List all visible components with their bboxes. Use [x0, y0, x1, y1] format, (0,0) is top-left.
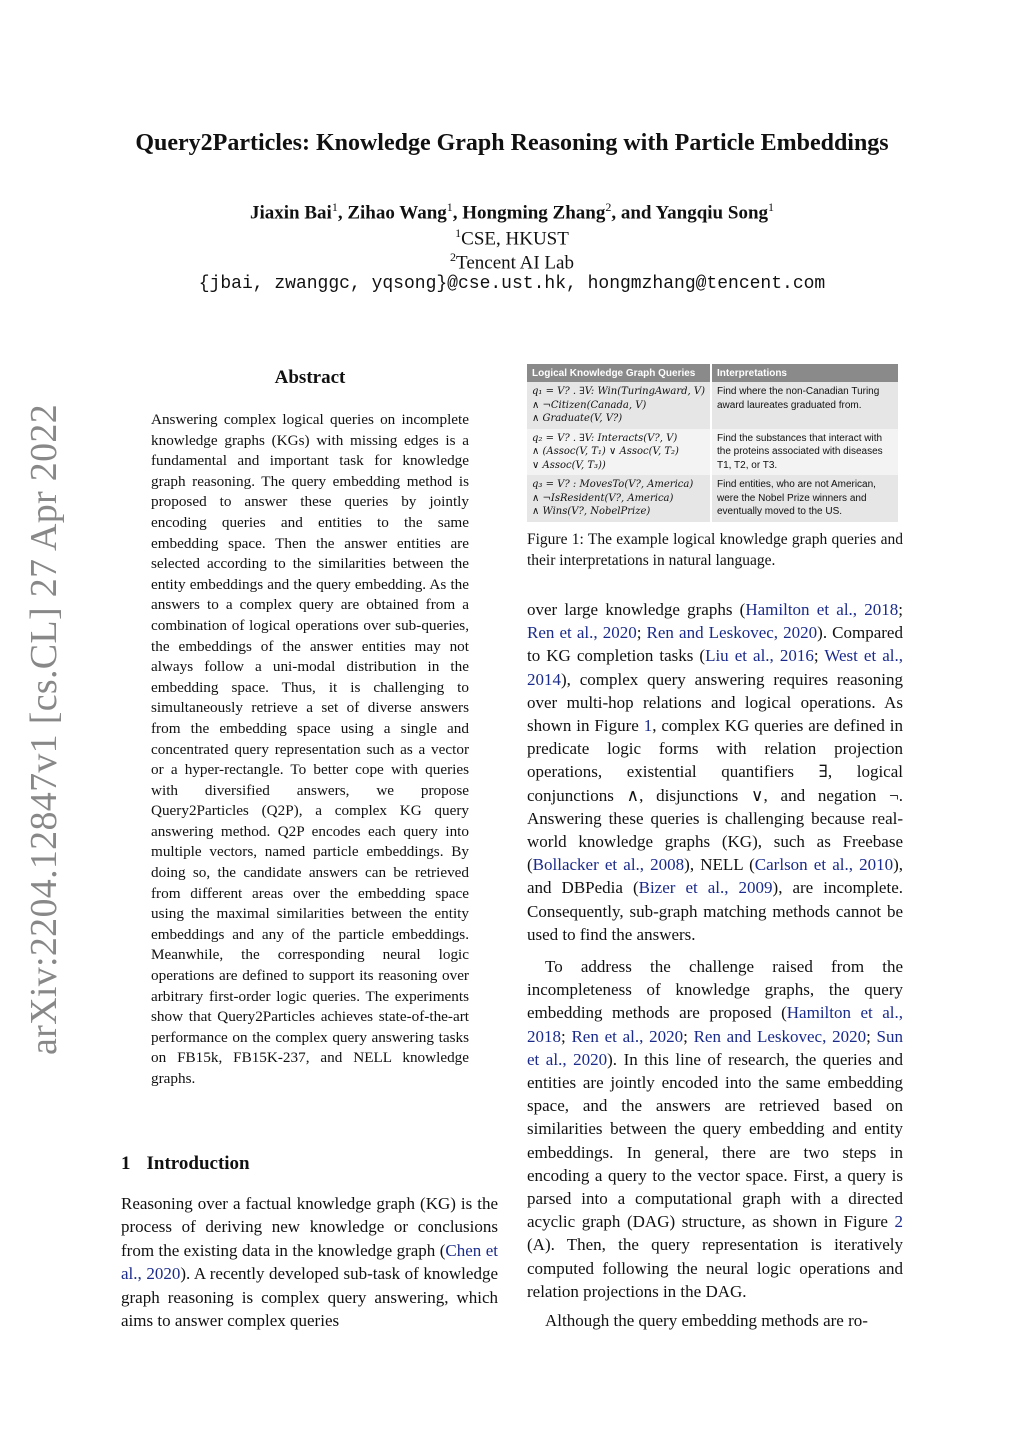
- citation-link[interactable]: 1: [643, 716, 653, 736]
- paragraph-text: ;: [898, 600, 903, 619]
- intro-paragraph: [121, 1192, 498, 1332]
- query-line: q₃ = V? : MovesTo(V?, America): [532, 479, 694, 490]
- query-cell: [527, 475, 711, 522]
- paragraph-text: To address the challenge raised from the incompleteness of knowledge graphs, the query embedding methods are proposed (: [527, 957, 903, 1023]
- table-header-queries: Logical Knowledge Graph Queries: [527, 364, 711, 382]
- table-row: [527, 382, 898, 429]
- paragraph-text: ;: [813, 646, 825, 666]
- author-affiliation-mark: 1: [446, 200, 453, 214]
- affiliation-name: CSE, HKUST: [461, 228, 569, 250]
- author-name: Zihao Wang: [347, 202, 447, 224]
- citation-link[interactable]: Sun et al., 2020: [527, 1026, 904, 1069]
- section-title: Introduction: [146, 1153, 250, 1174]
- abstract-text: Answering complex logical queries on incomplete knowledge graphs (KGs) with missing edges is a fundamental and important task for knowledge graph reasoning. The query embedding method is proposed to answer these queries by jointly encoding queries and entities to the same embedding space. Then the answer entities are selected according to the similarities between the entity embeddings and the query embedding. As the answers to a complex query are obtained from a combination of logical operations over sub-queries, the embeddings of the answer entities may not always follow a uni-modal distribution in the embedding space. Thus, it is challenging to simultaneously retrieve a set of diverse answers from the embedding space using a single and concentrated query representation such as a vector or a hyper-rectangle. To better cope with queries with diversified answers, we propose Query2Particles (Q2P), a complex KG query answering method. Q2P encodes each query into multiple vectors, named particle embeddings. By doing so, the candidate answers can be retrieved from different areas over the embedding space using the maximal similarities between the entity embeddings and any of the particle embeddings. Meanwhile, the corresponding neural logic operations are defined to support its reasoning over arbitrary first-order logic queries. The experiments show that Query2Particles achieves state-of-the-art performance on the complex query answering tasks on FB15k, FB15K-237, and NELL knowledge graphs.: [151, 411, 469, 1087]
- abstract-heading: Abstract: [274, 367, 346, 388]
- citation-link[interactable]: West et al., 2014: [527, 646, 903, 689]
- paragraph-text: ;: [561, 1026, 572, 1046]
- citation-link[interactable]: Bizer et al., 2009: [638, 878, 773, 898]
- citation-link[interactable]: Bollacker et al., 2008: [532, 855, 685, 875]
- author-affiliation-mark: 1: [768, 200, 775, 214]
- arxiv-stamp: arXiv:2204.12847v1 [cs.CL] 27 Apr 2022: [23, 404, 65, 1055]
- affiliation-name: Tencent AI Lab: [456, 252, 574, 274]
- affiliation-mark: 1: [455, 226, 462, 240]
- citation-link[interactable]: Ren et al., 2020: [527, 623, 637, 643]
- paragraph-text: ), complex query answering requires reasoning over multi-hop relations and logical operations. As shown in Figure: [527, 669, 903, 736]
- affiliation: [0, 226, 1024, 250]
- citation-link[interactable]: Ren et al., 2020: [571, 1026, 684, 1046]
- affiliation-mark: 2: [450, 250, 457, 264]
- citation-link[interactable]: Hamilton et al., 2018: [527, 1003, 903, 1046]
- right-paragraph-2: [527, 955, 903, 1303]
- citation-link[interactable]: Liu et al., 2016: [705, 646, 814, 666]
- interpretation-cell: Find the substances that interact with the proteins associated with diseases T1, T2, or T3.: [711, 429, 898, 476]
- paragraph-text: ;: [866, 1026, 877, 1046]
- paper-title: Query2Particles: Knowledge Graph Reasoning with Particle Embeddings: [135, 130, 889, 156]
- citation-link[interactable]: Ren and Leskovec, 2020: [646, 623, 818, 643]
- paragraph-text: Reasoning over a factual knowledge graph (KG) is the process of deriving new knowledge or conclusions from the existing data in the knowledge graph (: [121, 1194, 498, 1260]
- right-paragraph-3: Although the query embedding methods are ro-: [545, 1311, 868, 1330]
- right-paragraph-1: [527, 598, 903, 946]
- citation-link[interactable]: Ren and Leskovec, 2020: [693, 1026, 867, 1046]
- author-emails: {jbai, zwanggc, yqsong}@cse.ust.hk, hongmzhang@tencent.com: [198, 274, 826, 294]
- section-number: 1: [121, 1153, 131, 1174]
- citation-link[interactable]: Chen et al., 2020: [121, 1240, 498, 1284]
- paragraph-text: ), and DBPedia (: [527, 855, 904, 898]
- figure-1-caption: Figure 1: The example logical knowledge graph queries and their interpretations in natural language.: [527, 531, 903, 569]
- author-affiliation-mark: 2: [605, 200, 612, 214]
- query-line: ∧ (Assoc(V, T₁) ∨ Assoc(V, T₂): [532, 446, 679, 457]
- paragraph-text: ), are incomplete. Consequently, sub-graph matching methods cannot be used to find the answers.: [527, 878, 903, 944]
- author-list: Jiaxin Bai$^1$, Zihao Wang$^1$, Hongming Zhang$^2$, and Yangqiu Song$^1$: [249, 200, 775, 224]
- query-line: q₁ = V? . ∃V: Win(TuringAward, V): [532, 386, 705, 397]
- query-cell: [527, 429, 711, 476]
- paragraph-text: (A). Then, the query representation is iteratively computed following the neural logic operations and relation projections in the DAG.: [527, 1235, 903, 1301]
- query-line: ∧ ¬IsResident(V?, America): [532, 492, 674, 504]
- paragraph-text: ;: [636, 623, 647, 643]
- query-line: ∧ Graduate(V, V?): [532, 413, 623, 424]
- query-line: ∧ Wins(V?, NobelPrize): [532, 506, 651, 517]
- citation-link[interactable]: 2: [894, 1212, 903, 1232]
- paragraph-text: ). A recently developed sub-task of knowledge graph reasoning is complex query answering, which aims to answer complex queries: [121, 1264, 498, 1331]
- paragraph-text: ;: [683, 1026, 694, 1046]
- paragraph-text: ). In this line of research, the queries and entities are jointly encoded into the same embedding space, and the answers are retrieved based on similarities between the query embedding and entity embeddings. In general, there are two steps in encoding a query to the vector space. First, a query is parsed into a computational graph with a directed acyclic graph (DAG) structure, as shown in Figure: [527, 1049, 903, 1232]
- query-line: q₂ = V? . ∃V: Interacts(V?, V): [532, 432, 678, 444]
- section-heading: [121, 1153, 250, 1175]
- query-line: ∧ ¬Citizen(Canada, V): [532, 399, 647, 411]
- table-header-interpretations: Interpretations: [711, 364, 898, 382]
- author-affiliation-mark: 1: [331, 200, 338, 214]
- paragraph-text: , complex KG queries are defined in predicate logic forms with relation projection operations, existential quantifiers ∃, logical conjunctions ∧, disjunctions ∨, and negation ¬. Answering these queries is challenging because real-world knowledge graphs (KG), such as Freebase (: [527, 716, 903, 875]
- affiliation: [0, 250, 1024, 274]
- author-name: Hongming Zhang: [462, 202, 606, 224]
- query-line: ∨ Assoc(V, T₃)): [532, 459, 606, 471]
- table-row: [527, 475, 898, 522]
- interpretation-cell: Find where the non-Canadian Turing award laureates graduated from.: [711, 382, 898, 429]
- author-name: Yangqiu Song: [655, 202, 769, 224]
- query-cell: [527, 382, 711, 429]
- paragraph-text: ), NELL (: [684, 855, 755, 875]
- paragraph-text: ). Compared to KG completion tasks (: [527, 623, 903, 666]
- citation-link[interactable]: Carlson et al., 2010: [754, 855, 894, 875]
- citation-link[interactable]: Hamilton et al., 2018: [745, 600, 899, 619]
- paragraph-text: over large knowledge graphs (: [527, 600, 746, 619]
- interpretation-cell: Find entities, who are not American, were the Nobel Prize winners and eventually moved to the US.: [711, 475, 898, 522]
- author-name: Jiaxin Bai: [249, 202, 332, 224]
- table-row: [527, 429, 898, 476]
- figure-1-table: [527, 364, 898, 522]
